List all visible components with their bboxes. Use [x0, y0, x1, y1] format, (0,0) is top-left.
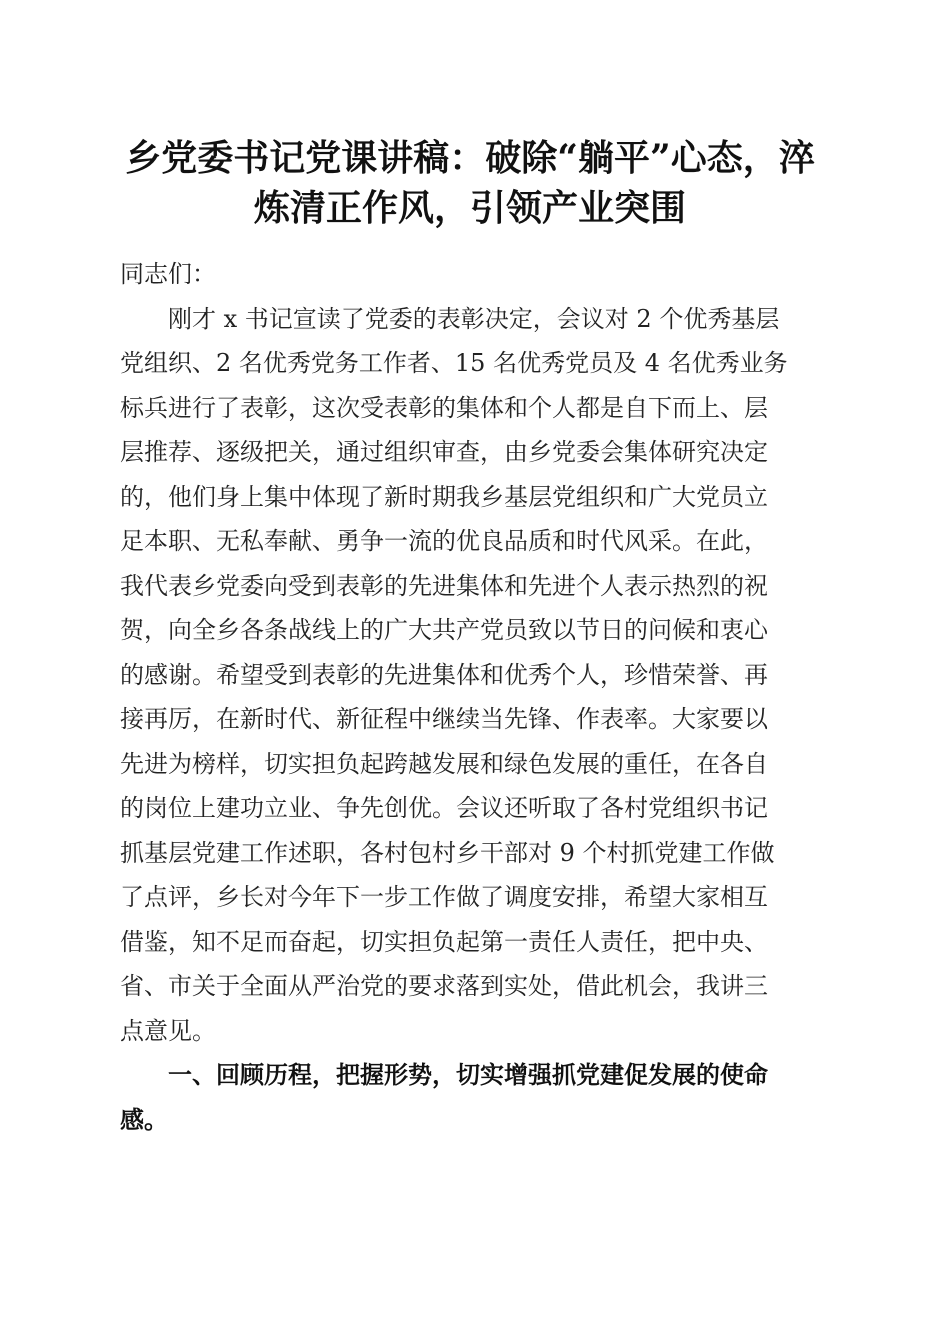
document-title — [112, 133, 828, 233]
paragraph-line: 的，他们身上集中体现了新时期我乡基层党组织和广大党员立 — [120, 482, 768, 511]
paragraph-line: 抓基层党建工作述职，各村包村乡干部对 9 个村抓党建工作做 — [120, 838, 775, 867]
paragraph-line: 刚才 x 书记宣读了党委的表彰决定，会议对 2 个优秀基层 — [168, 304, 780, 333]
paragraph-line: 的岗位上建功立业、争先创优。会议还听取了各村党组织书记 — [120, 794, 768, 822]
section-heading-line: 感。 — [120, 1105, 168, 1134]
title-line: 炼清正作风，引领产业突围 — [253, 187, 686, 229]
paragraph-line: 足本职、无私奉献、勇争一流的优良品质和时代风采。在此， — [120, 527, 768, 555]
section-heading — [120, 1053, 826, 1142]
paragraph-line: 了点评，乡长对今年下一步工作做了调度安排，希望大家相互 — [120, 883, 768, 911]
paragraph-line: 接再厉，在新时代、新征程中继续当先锋、作表率。大家要以 — [120, 705, 768, 733]
paragraph-line: 层推荐、逐级把关，通过组织审查，由乡党委会集体研究决定 — [120, 438, 768, 466]
paragraph-line: 标兵进行了表彰，这次受表彰的集体和个人都是自下而上、层 — [120, 393, 768, 422]
paragraph-line: 贺，向全乡各条战线上的广大共产党员致以节日的问候和衷心 — [120, 616, 768, 644]
document-body — [120, 252, 826, 1142]
paragraph-line: 省、市关于全面从严治党的要求落到实处，借此机会，我讲三 — [120, 972, 768, 1000]
paragraph-line: 我代表乡党委向受到表彰的先进集体和先进个人表示热烈的祝 — [120, 571, 768, 600]
paragraph-line: 党组织、2 名优秀党务工作者、15 名优秀党员及 4 名优秀业务 — [120, 349, 788, 377]
paragraph-line: 的感谢。希望受到表彰的先进集体和优秀个人，珍惜荣誉、再 — [120, 660, 768, 689]
salutation: 同志们： — [120, 260, 216, 288]
section-heading-line: 一、回顾历程，把握形势，切实增强抓党建促发展的使命 — [168, 1061, 768, 1089]
paragraph-line: 借鉴，知不足而奋起，切实担负起第一责任人责任，把中央、 — [120, 927, 768, 956]
title-line: 乡党委书记党课讲稿：破除“躺平”心态，淬 — [125, 137, 815, 179]
paragraph-line: 先进为榜样，切实担负起跨越发展和绿色发展的重任，在各自 — [120, 749, 768, 778]
paragraph-line: 点意见。 — [120, 1016, 216, 1045]
opening-paragraph — [120, 297, 826, 1054]
